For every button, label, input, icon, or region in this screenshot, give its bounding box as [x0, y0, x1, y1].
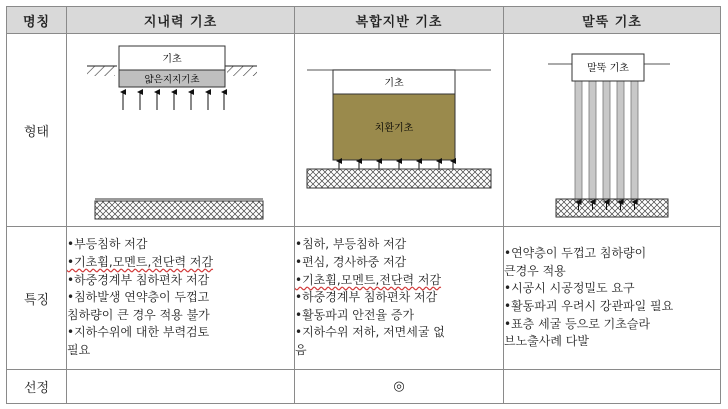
- foundation-label: 기초: [162, 54, 182, 65]
- features-bearing-foundation: [67, 227, 295, 370]
- bearing-stratum: [95, 201, 263, 219]
- feature-item: 필요: [67, 342, 91, 357]
- composite-foundation-diagram: [295, 34, 503, 226]
- features-row: [7, 227, 721, 370]
- feature-item: 브노출사례 다발: [504, 334, 589, 349]
- foundation-label: 기초: [384, 78, 404, 89]
- ground-hatch-left: [87, 66, 115, 76]
- feature-item: 큰경우 적용: [504, 263, 566, 278]
- feature-item: •활동파괴 안전율 증가: [295, 307, 415, 322]
- shape-row: [7, 34, 721, 227]
- feature-item: •연약층이 두껍고 침하량이: [504, 246, 647, 261]
- pile-cap-label: 말뚝 기초: [587, 63, 629, 74]
- feature-item: •침하발생 연약층이 두껍고: [67, 290, 210, 305]
- feature-item: •시공시 시공정밀도 요구: [504, 281, 635, 296]
- feature-item: 음: [295, 342, 307, 357]
- header-name: 명칭: [7, 7, 67, 34]
- bearing-stratum: [307, 169, 491, 188]
- replacement-fill-label: 치환기초: [374, 123, 414, 134]
- selection-bearing-foundation: [67, 370, 295, 404]
- header-row: [7, 7, 721, 34]
- header-composite-foundation: 복합지반 기초: [295, 7, 504, 34]
- feature-item: •기초휨,모멘트,전단력 저감: [295, 272, 442, 287]
- row-label-selection: 선정: [7, 370, 67, 404]
- feature-item: •지하수위 저하, 저면세굴 없: [295, 325, 445, 340]
- figure-bearing-foundation: [67, 34, 295, 227]
- header-bearing-foundation: 지내력 기초: [67, 7, 295, 34]
- feature-item: •하중경계부 침하편차 저감: [67, 272, 210, 287]
- feature-item: •편심, 경사하중 저감: [295, 255, 407, 270]
- header-pile-foundation: 말뚝 기초: [504, 7, 721, 34]
- row-label-features: 특징: [7, 227, 67, 370]
- feature-item: •기초휨,모멘트,전단력 저감: [67, 255, 214, 270]
- comparison-table: [6, 6, 721, 404]
- figure-pile-foundation: [504, 34, 721, 227]
- figure-composite-foundation: [295, 34, 504, 227]
- piles: [575, 80, 638, 202]
- selection-pile-foundation: [504, 370, 721, 404]
- selection-composite-foundation: ◎: [295, 370, 504, 404]
- feature-item: 침하량이 큰 경우 적용 불가: [67, 307, 210, 322]
- feature-item: •표층 세굴 등으로 기초슬라: [504, 316, 651, 331]
- bearing-arrows: [123, 92, 224, 110]
- ground-hatch-right: [227, 66, 257, 76]
- selection-row: [7, 370, 721, 404]
- bearing-stratum: [556, 199, 668, 217]
- shallow-layer-label: 얇은지지기초: [144, 74, 200, 86]
- feature-item: •활동파괴 우려시 강관파일 필요: [504, 299, 674, 313]
- pile-foundation-diagram: [504, 34, 720, 226]
- features-composite-foundation: [295, 227, 504, 370]
- bearing-foundation-diagram: [67, 34, 294, 226]
- row-label-shape: 형태: [7, 34, 67, 227]
- feature-item: •하중경계부 침하편차 저감: [295, 290, 438, 305]
- features-pile-foundation: [504, 227, 721, 370]
- feature-item: •지하수위에 대한 부력검토: [67, 325, 210, 340]
- feature-item: •부등침하 저감: [67, 237, 148, 252]
- feature-item: •침하, 부등침하 저감: [295, 237, 407, 252]
